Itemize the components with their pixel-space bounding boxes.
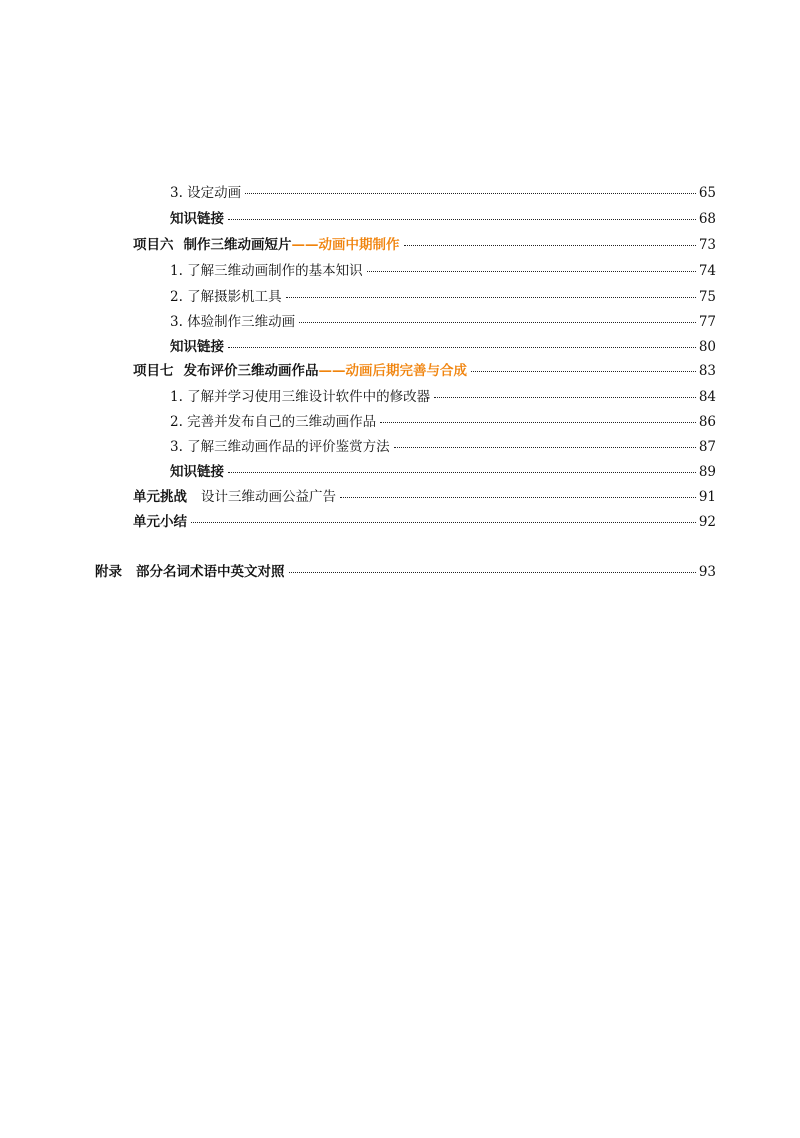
toc-entry-page: 93 bbox=[698, 564, 716, 580]
toc-entry-label: 1. 了解三维动画制作的基本知识 bbox=[170, 263, 363, 279]
toc-entry-label: 知识链接 bbox=[170, 211, 224, 227]
toc-entry-label: 3. 了解三维动画作品的评价鉴赏方法 bbox=[170, 439, 390, 455]
toc-leader-dots bbox=[434, 395, 696, 398]
toc-entry-page: 84 bbox=[698, 389, 716, 405]
project-number: 项目六 bbox=[133, 237, 174, 253]
toc-appendix-entry[interactable] bbox=[95, 563, 716, 581]
toc-leader-dots bbox=[286, 295, 696, 298]
toc-entry-label: 知识链接 bbox=[170, 339, 224, 355]
appendix-heading: 附录 bbox=[95, 564, 122, 580]
toc-leader-dots bbox=[191, 520, 696, 523]
toc-leader-dots bbox=[299, 320, 696, 323]
toc-leader-dots bbox=[228, 217, 696, 220]
toc-entry[interactable] bbox=[170, 313, 716, 331]
toc-entry-page: 83 bbox=[698, 363, 716, 379]
toc-entry-page: 68 bbox=[698, 211, 716, 227]
toc-project-entry[interactable] bbox=[133, 362, 716, 380]
toc-leader-dots bbox=[245, 191, 696, 194]
toc-entry-page: 77 bbox=[698, 314, 716, 330]
unit-challenge-heading: 单元挑战 bbox=[133, 489, 187, 505]
toc-leader-dots bbox=[228, 345, 696, 348]
toc-leader-dots bbox=[340, 495, 696, 498]
toc-entry-page: 73 bbox=[698, 237, 716, 253]
toc-project-label bbox=[133, 362, 467, 380]
toc-unit-label bbox=[133, 488, 336, 506]
unit-challenge-title: 设计三维动画公益广告 bbox=[201, 489, 336, 505]
toc-entry[interactable] bbox=[170, 210, 716, 228]
toc-entry[interactable] bbox=[170, 288, 716, 306]
toc-entry[interactable] bbox=[170, 184, 716, 202]
toc-entry[interactable] bbox=[170, 463, 716, 481]
toc-entry[interactable] bbox=[170, 438, 716, 456]
project-title: 制作三维动画短片 bbox=[183, 237, 292, 253]
toc-entry-page: 91 bbox=[698, 489, 716, 505]
toc-entry-label: 知识链接 bbox=[170, 464, 224, 480]
toc-entry-page: 92 bbox=[698, 514, 716, 530]
toc-entry-page: 75 bbox=[698, 289, 716, 305]
toc-entry-label: 3. 体验制作三维动画 bbox=[170, 314, 296, 330]
toc-leader-dots bbox=[228, 470, 696, 473]
toc-leader-dots bbox=[404, 243, 696, 246]
toc-project-label bbox=[133, 236, 400, 254]
toc-leader-dots bbox=[394, 445, 696, 448]
toc-entry-label: 1. 了解并学习使用三维设计软件中的修改器 bbox=[170, 389, 431, 405]
toc-leader-dots bbox=[471, 369, 696, 372]
toc-entry[interactable] bbox=[170, 262, 716, 280]
toc-entry-page: 89 bbox=[698, 464, 716, 480]
toc-leader-dots bbox=[289, 570, 696, 573]
toc-entry-page: 65 bbox=[698, 185, 716, 201]
toc-leader-dots bbox=[380, 420, 696, 423]
toc-project-entry[interactable] bbox=[133, 236, 716, 254]
appendix-title: 部分名词术语中英文对照 bbox=[136, 564, 285, 580]
toc-unit-entry[interactable] bbox=[133, 488, 716, 506]
toc-entry-label: 单元小结 bbox=[133, 514, 187, 530]
project-number: 项目七 bbox=[133, 363, 174, 379]
toc-entry[interactable] bbox=[170, 413, 716, 431]
toc-entry-label: 2. 了解摄影机工具 bbox=[170, 289, 282, 305]
toc-entry-label: 2. 完善并发布自己的三维动画作品 bbox=[170, 414, 377, 430]
project-title: 发布评价三维动画作品 bbox=[183, 363, 319, 379]
toc-appendix-label bbox=[95, 563, 285, 581]
toc-entry[interactable] bbox=[170, 388, 716, 406]
project-subtitle-accent: ——动画中期制作 bbox=[291, 237, 400, 253]
toc-entry-label: 3. 设定动画 bbox=[170, 185, 242, 201]
toc-entry[interactable] bbox=[170, 338, 716, 356]
toc-entry-page: 80 bbox=[698, 339, 716, 355]
toc-entry-page: 86 bbox=[698, 414, 716, 430]
toc-unit-entry[interactable] bbox=[133, 513, 716, 531]
toc-entry-page: 74 bbox=[698, 263, 716, 279]
project-subtitle-accent: ——动画后期完善与合成 bbox=[318, 363, 467, 379]
toc-leader-dots bbox=[367, 269, 696, 272]
toc-entry-page: 87 bbox=[698, 439, 716, 455]
